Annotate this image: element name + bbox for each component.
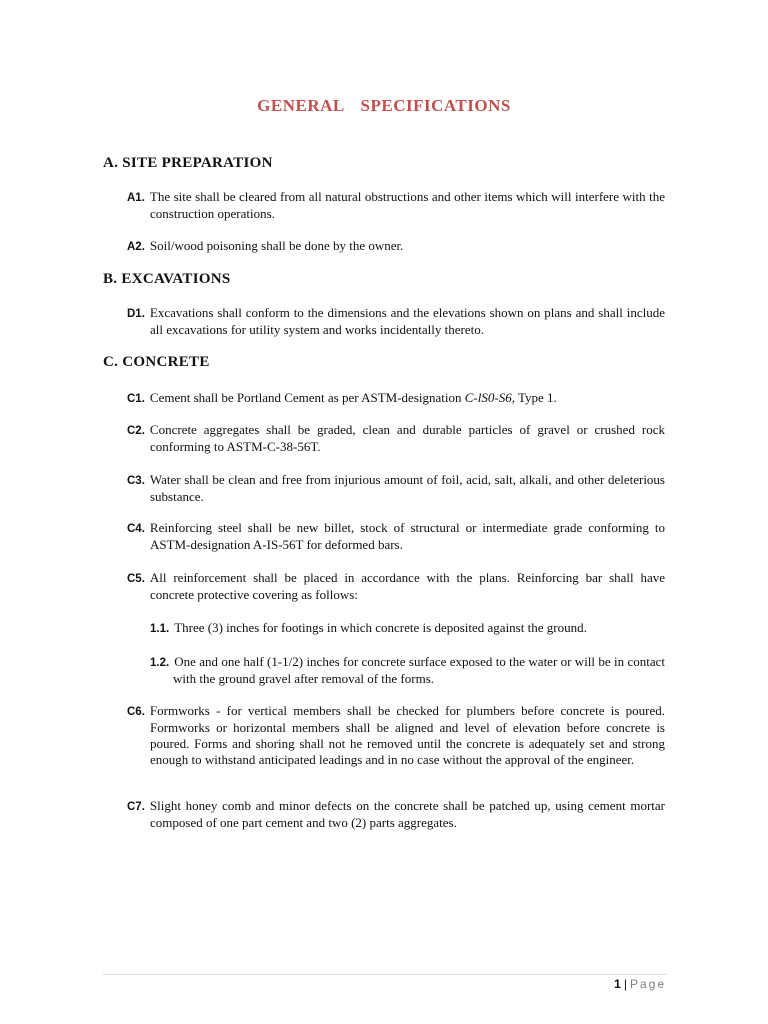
page-number: 1 [614,977,621,991]
section-heading-concrete: C. CONCRETE [103,354,210,370]
item-label: A1. [127,192,145,204]
footer-separator: | [623,977,627,991]
spec-item-a2 [127,238,665,255]
subitem-text: Three (3) inches for footings in which concrete is deposited against the ground. [174,620,587,635]
item-text: Water shall be clean and free from injurious amount of foil, acid, salt, alkali, and other deleterious substance. [149,472,665,504]
spec-item-c6 [127,703,665,768]
page-word: Page [629,977,666,991]
spec-item-c1 [127,390,665,407]
spec-item-a1 [127,189,665,222]
designation-italic: C-lS0-S6, [464,390,515,405]
page-footer [614,977,666,991]
item-text: Soil/wood poisoning shall be done by the owner. [149,238,404,253]
item-text: The site shall be cleared from all natural obstructions and other items which will interfere with the construction operations. [149,189,665,221]
item-label: C6. [127,706,145,718]
item-text: Concrete aggregates shall be graded, clean and durable particles of gravel or crushed rock conforming to ASTM-C-38-56T. [149,422,665,454]
document-title: GENERAL SPECIFICATIONS [257,96,511,115]
spec-item-c5 [127,570,665,603]
subitem-label: 1.1. [150,623,170,635]
item-label: C5. [127,573,145,585]
item-text: Cement shall be Portland Cement as per ASTM-designation [149,390,465,405]
item-label: C3. [127,475,145,487]
item-text-end: Type 1. [514,390,557,405]
spec-item-d1 [127,305,665,338]
item-text: Reinforcing steel shall be new billet, stock of structural or intermediate grade conforming to ASTM-designation A-IS-56T for deformed bars. [149,520,665,552]
spec-subitem-1-2 [150,654,665,687]
item-label: C7. [127,801,145,813]
section-heading-excavations: B. EXCAVATIONS [103,271,231,287]
item-label: C1. [127,393,145,405]
subitem-text: One and one half (1-1/2) inches for concrete surface exposed to the water or will be in contact with the ground gravel after removal of the forms. [173,654,665,686]
spec-item-c4 [127,520,665,553]
section-heading-site-preparation: A. SITE PREPARATION [103,155,273,171]
item-text: Formworks - for vertical members shall be checked for plumbers before concrete is poured. Formworks or horizontal members shall be aligned and level of elevation before concrete is poured. Forms and shoring shall not he removed until the concrete is adequately set and strong enough to withstand anticipated leadings and in no case without the approval of the engineer. [149,703,665,767]
item-text: All reinforcement shall be placed in accordance with the plans. Reinforcing bar shall have concrete protective covering as follows: [149,570,665,602]
spec-item-c3 [127,472,665,505]
item-label: A2. [127,241,145,253]
item-label: C2. [127,425,145,437]
item-text: Excavations shall conform to the dimensions and the elevations shown on plans and shall include all excavations for utility system and works incidentally thereto. [149,305,665,337]
item-label: D1. [127,308,145,320]
footer-divider [103,974,666,975]
spec-item-c2 [127,422,665,455]
item-label: C4. [127,523,145,535]
subitem-label: 1.2. [150,657,170,669]
spec-subitem-1-1 [150,620,665,637]
spec-item-c7 [127,798,665,831]
item-text: Slight honey comb and minor defects on the concrete shall be patched up, using cement mortar composed of one part cement and two (2) parts aggregates. [149,798,665,830]
